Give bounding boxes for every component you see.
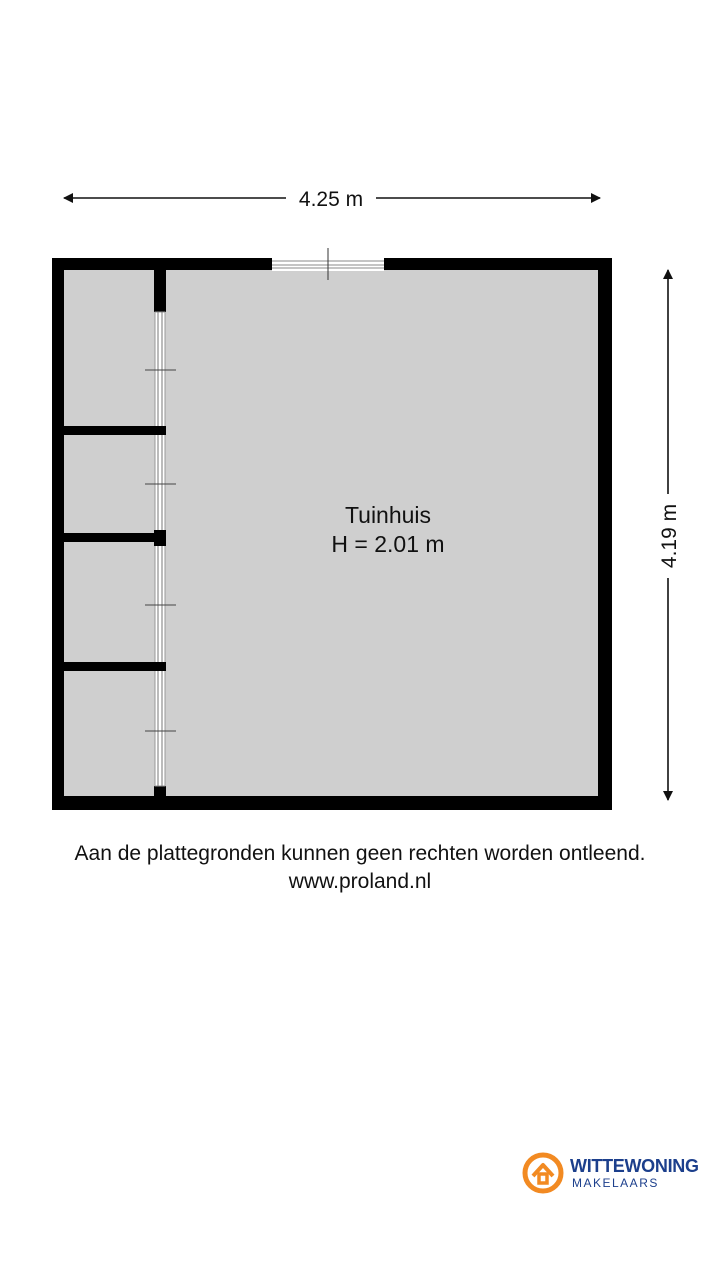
disclaimer-url: www.proland.nl [288,870,432,893]
width-dimension [64,188,600,211]
partition-2 [64,533,166,542]
height-dimension [658,270,681,800]
company-logo [522,1152,712,1196]
logo-name: WITTEWONING [570,1156,699,1176]
disclaimer-text: Aan de plattegronden kunnen geen rechten worden ontleend. [74,842,646,865]
partition-1 [64,426,166,435]
room-height: H = 2.01 m [331,531,445,557]
house-logo-icon [522,1152,564,1194]
partition-3 [64,662,166,671]
width-label: 4.25 m [298,188,364,211]
room-name: Tuinhuis [344,502,432,528]
partition-joint-2 [154,530,166,546]
height-label: 4.19 m [658,503,681,569]
logo-subtitle: MAKELAARS [572,1176,659,1190]
